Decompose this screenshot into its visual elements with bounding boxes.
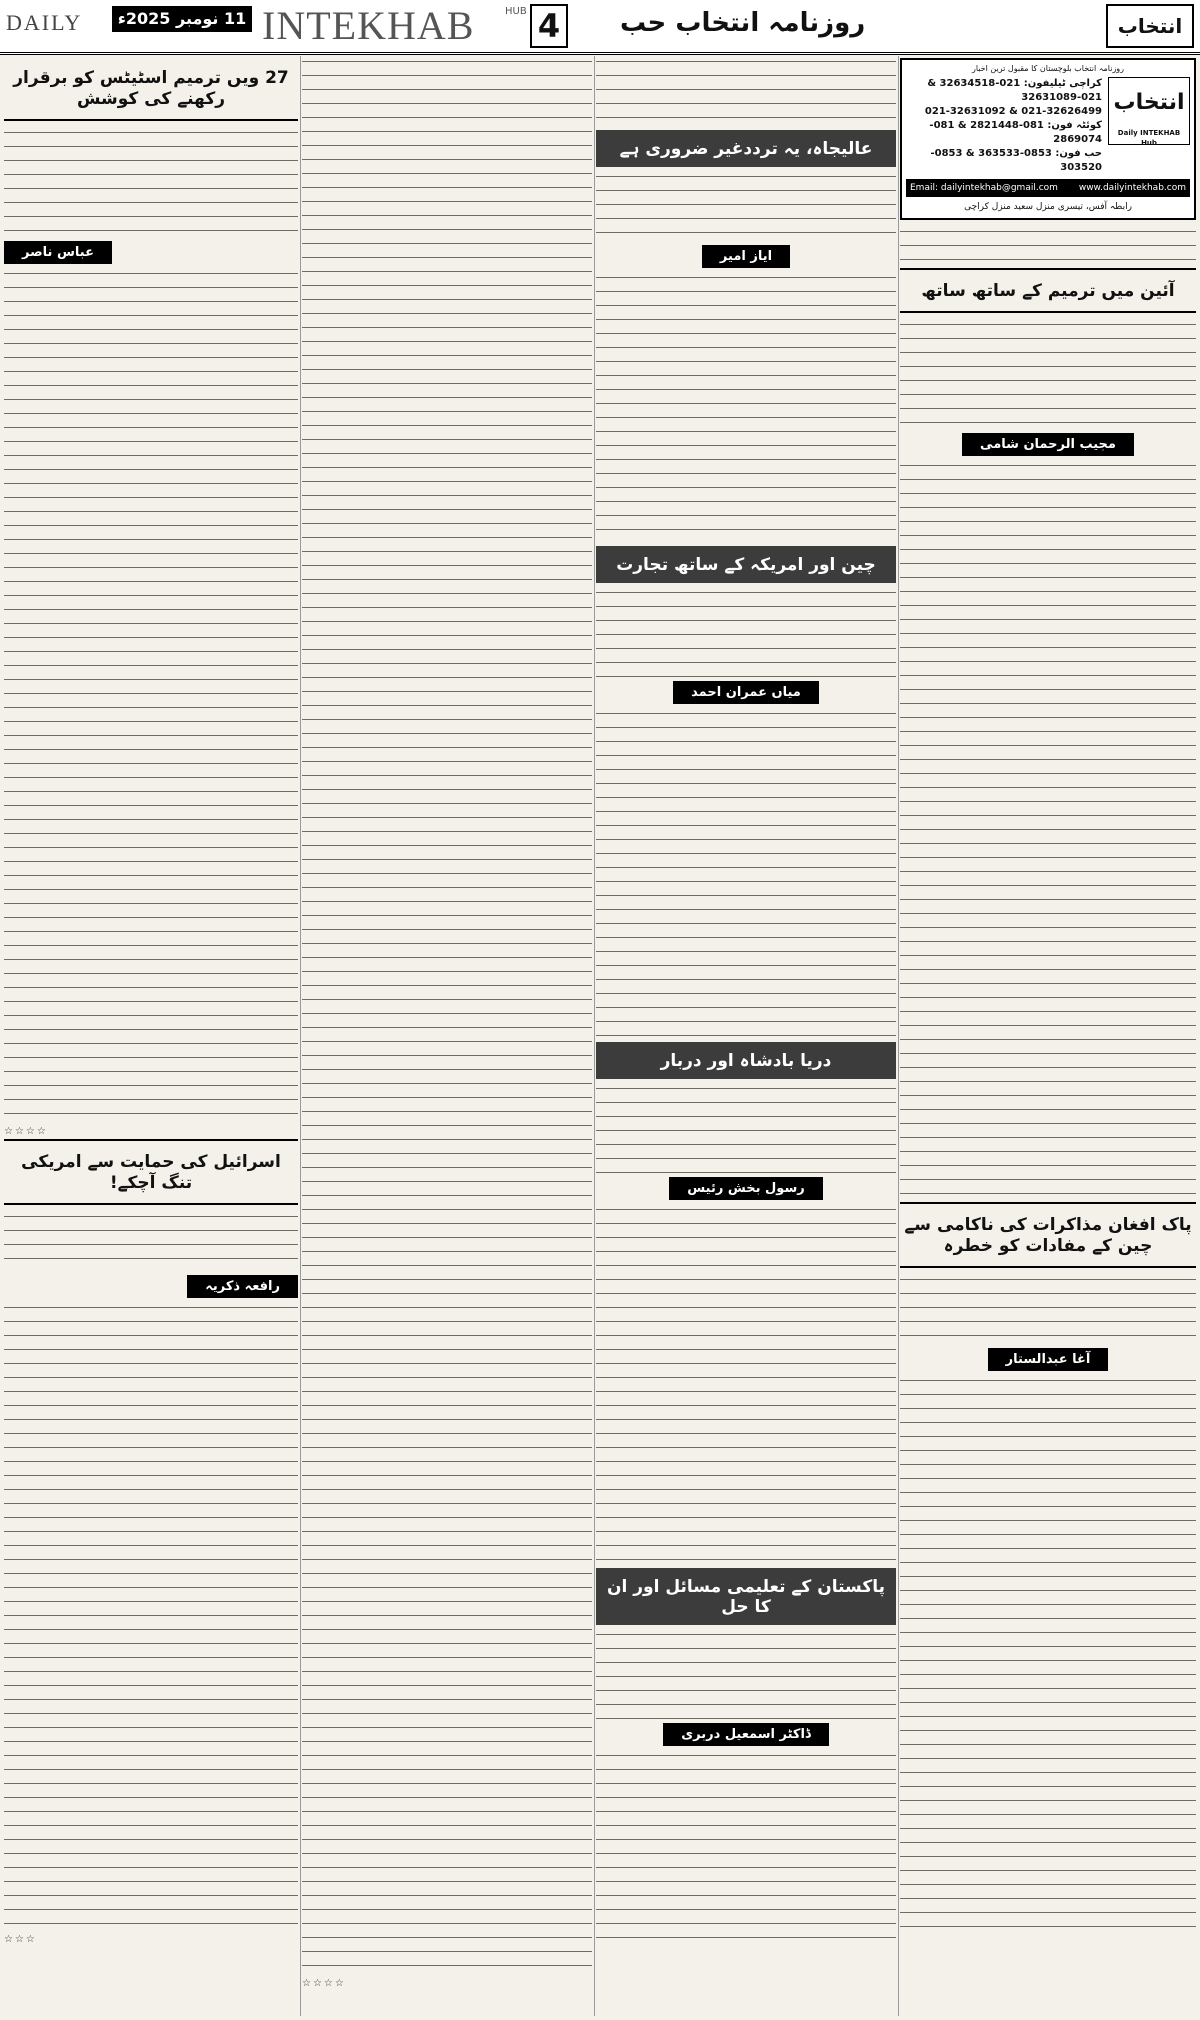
contact-hub: حب فون: 0853-363533 & 0853-303520: [930, 148, 1102, 173]
article-body: [900, 460, 1196, 1200]
contact-box: [900, 58, 1196, 220]
article-byline: ایاز امیر: [702, 245, 790, 268]
article-body: [596, 1629, 896, 1719]
column-1: [4, 56, 298, 2016]
article-headline: اسرائیل کی حمایت سے امریکی تنگ آچکے!: [4, 1139, 298, 1205]
article-headline: دریا بادشاہ اور دربار: [596, 1042, 896, 1079]
article-body: [596, 1083, 896, 1173]
end-stars: ☆☆☆☆: [302, 1978, 346, 1989]
article-byline: رسول بخش رئیس: [669, 1177, 822, 1200]
contact-quetta: کوئٹہ فون: 081-2821448 & 081-2869074: [929, 120, 1102, 145]
article-body: [596, 272, 896, 542]
contact-tagline: روزنامہ انتخاب بلوچستان کا مقبول ترین اخبار: [971, 64, 1125, 73]
column-divider: [300, 56, 301, 2016]
article-headline: آئین میں ترمیم کے ساتھ ساتھ: [900, 268, 1196, 313]
article-body: [4, 1211, 298, 1271]
masthead-title: INTEKHAB: [262, 3, 475, 48]
article-body: [4, 1302, 298, 1932]
masthead: [0, 0, 1200, 55]
article-body: [596, 1750, 896, 1950]
article-body: [900, 1274, 1196, 1344]
contact-logo: [1108, 77, 1190, 145]
article-byline: میاں عمران احمد: [673, 681, 819, 704]
masthead-logo: انتخاب: [1106, 4, 1194, 48]
column-2: [302, 56, 592, 2016]
article-byline: ڈاکٹر اسمعیل دربری: [663, 1723, 829, 1746]
article-headline: پاکستان کے تعلیمی مسائل اور ان کا حل: [596, 1568, 896, 1625]
article-body: [900, 226, 1196, 266]
masthead-hub: HUB: [505, 6, 527, 17]
article-body: [4, 268, 298, 1124]
page-number: 4: [530, 4, 568, 48]
article-body: [596, 1204, 896, 1564]
article-byline: رافعہ ذکریہ: [187, 1275, 298, 1298]
masthead-daily: DAILY: [6, 10, 83, 35]
column-3: [596, 56, 896, 2016]
masthead-urdu-title: روزنامہ انتخاب حب: [620, 8, 866, 38]
article-body: [4, 127, 298, 237]
contact-logo-text: انتخاب: [1113, 90, 1185, 115]
contact-email[interactable]: Email: dailyintekhab@gmail.com: [910, 183, 1058, 193]
article-body: [596, 587, 896, 677]
article-body: [900, 1375, 1196, 1935]
article-byline: آغا عبدالستار: [988, 1348, 1109, 1371]
article-headline: 27 ویں ترمیم اسٹیٹس کو برقرار رکھنے کی کوشش: [4, 58, 298, 121]
contact-karachi: کراچی ٹیلیفون: 021-32634518 & 021-32631089: [927, 78, 1102, 103]
article-headline: چین اور امریکہ کے ساتھ تجارت: [596, 546, 896, 583]
contact-address: رابطہ آفس، تیسری منزل سعید منزل کراچی: [964, 202, 1132, 212]
end-stars: ☆☆☆: [4, 1934, 37, 1945]
masthead-date: 11 نومبر 2025ء: [112, 6, 252, 32]
contact-website[interactable]: www.dailyintekhab.com: [1078, 183, 1186, 193]
end-stars: ☆☆☆☆: [4, 1126, 48, 1137]
article-headline: پاک افغان مذاکرات کی ناکامی سے چین کے مفادات کو خطرہ: [900, 1202, 1196, 1268]
article-byline: مجیب الرحمان شامی: [962, 433, 1134, 456]
article-headline: عالیجاہ، یہ ترددغیر ضروری ہے: [596, 130, 896, 167]
contact-logo-sub: Daily INTEKHAB Hub: [1117, 129, 1181, 147]
article-body: [596, 56, 896, 126]
article-body-continuation: [302, 56, 592, 1976]
column-divider: [898, 56, 899, 2016]
article-body: [900, 319, 1196, 429]
article-body: [596, 708, 896, 1038]
column-divider: [594, 56, 595, 2016]
article-byline: عباس ناصر: [4, 241, 112, 264]
column-4: [900, 56, 1196, 2016]
contact-karachi-2: 021-32626499 & 021-32631092: [924, 106, 1102, 117]
article-body: [596, 171, 896, 241]
